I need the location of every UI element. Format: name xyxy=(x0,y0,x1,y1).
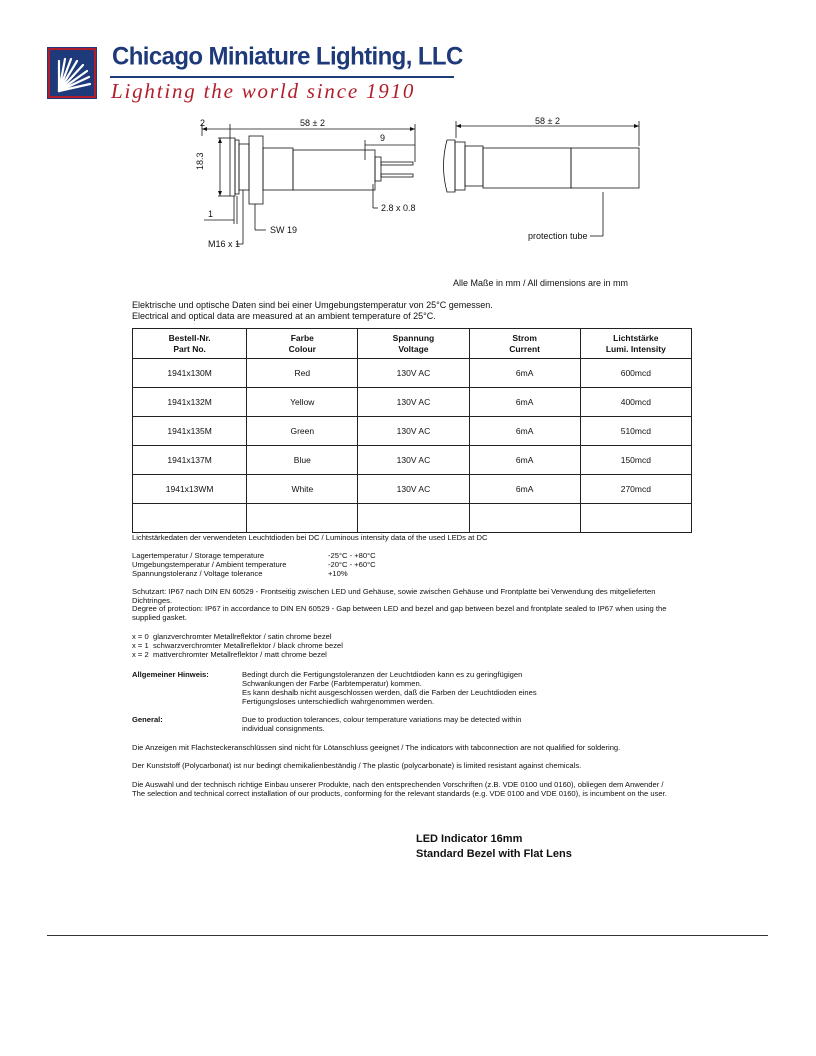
protection-line: Degree of protection: IP67 in accordance to DIN EN 60529 - Gap between LED and bezel and gap between bezel and frontplate sealed to IP67 when using the xyxy=(132,604,667,613)
cell-intensity: 510mcd xyxy=(580,417,691,446)
cell-voltage: 130V AC xyxy=(358,388,469,417)
cell-part-no: 1941x13WM xyxy=(133,475,247,504)
cell-current: 6mA xyxy=(469,359,580,388)
protection-line: Schutzart: IP67 nach DIN EN 60529 - Frontseitig zwischen LED und Gehäuse, sowie zwischen Gehäuse und Frontplatte bei Verwendung des mitgelieferten xyxy=(132,587,656,596)
cell-colour: White xyxy=(247,475,358,504)
cell-current: 6mA xyxy=(469,417,580,446)
dim-thread: M16 x 1 xyxy=(208,239,241,249)
column-header: Spannung Voltage xyxy=(358,329,469,359)
table-header-row xyxy=(133,329,692,359)
selection-note: Die Auswahl und der technisch richtige Einbau unserer Produkte, nach den entsprechenden Vorschriften (z.B. VDE 0100 und 0160), obliegen dem Anwender / xyxy=(132,780,664,789)
cell-voltage xyxy=(358,504,469,533)
dim-protection-tube: protection tube xyxy=(528,231,588,241)
dimension-drawing xyxy=(190,112,650,257)
product-title xyxy=(416,832,572,862)
plastic-note: Der Kunststoff (Polycarbonat) ist nur bedingt chemikalienbeständig / The plastic (polycarbonate) is limited resistant against chemicals. xyxy=(132,761,582,770)
dim-wrench: SW 19 xyxy=(270,225,298,235)
variant-text: glanzverchromter Metallreflektor / satin chrome bezel xyxy=(153,632,332,641)
general-en-label: General: xyxy=(132,715,163,724)
selection-note: The selection and technical correct installation of our products, conforming for the relevant standards (e.g. VDE 0100 and VDE 0160), is incumbent on the user. xyxy=(132,789,667,798)
cell-intensity: 600mcd xyxy=(580,359,691,388)
general-en-line: individual consignments. xyxy=(242,724,325,733)
dimensions-note: Alle Maße in mm / All dimensions are in mm xyxy=(452,278,628,288)
general-de-line: Es kann deshalb nicht ausgeschlossen werden, daß die Farben der Leuchtdioden eines xyxy=(242,688,537,697)
protection-line: supplied gasket. xyxy=(132,613,187,622)
cell-colour: Green xyxy=(247,417,358,446)
variant-text: mattverchromter Metallreflektor / matt chrome bezel xyxy=(153,650,327,659)
table-row xyxy=(133,359,692,388)
cell-colour: Red xyxy=(247,359,358,388)
protection-line: Dichtringes. xyxy=(132,596,173,605)
cell-intensity: 400mcd xyxy=(580,388,691,417)
intensity-note: Lichtstärkedaten der verwendeten Leuchtdioden bei DC / Luminous intensity data of the used LEDs at DC xyxy=(132,533,488,542)
company-name: Chicago Miniature Lighting, LLC xyxy=(112,42,463,71)
soldering-note: Die Anzeigen mit Flachsteckeranschlüssen sind nicht für Lötanschluss geeignet / The indicators with tabconnection are not qualified for soldering. xyxy=(132,743,621,752)
header-divider xyxy=(110,76,454,78)
cell-voltage: 130V AC xyxy=(358,417,469,446)
rating-value: +10% xyxy=(328,569,348,578)
dim-right-overall: 58 ± 2 xyxy=(535,116,560,126)
dim-left-overall: 58 ± 2 xyxy=(300,118,325,128)
product-title-line: LED Indicator 16mm xyxy=(416,833,523,845)
dim-flange: 2 xyxy=(200,118,206,128)
conditions-de: Elektrische und optische Daten sind bei einer Umgebungstemperatur von 25°C gemessen. xyxy=(132,300,493,310)
spec-table xyxy=(132,328,692,533)
general-de-line: Bedingt durch die Fertigungstoleranzen der Leuchtdioden kann es zu geringfügigen xyxy=(242,670,523,679)
table-row xyxy=(133,504,692,533)
cell-current: 6mA xyxy=(469,388,580,417)
company-tagline: Lighting the world since 1910 xyxy=(111,79,416,103)
cell-part-no: 1941x135M xyxy=(133,417,247,446)
cell-intensity: 150mcd xyxy=(580,446,691,475)
column-header: Farbe Colour xyxy=(247,329,358,359)
general-de-label: Allgemeiner Hinweis: xyxy=(132,670,209,679)
cell-colour xyxy=(247,504,358,533)
table-row xyxy=(133,417,692,446)
variant-text: schwarzverchromter Metallreflektor / black chrome bezel xyxy=(153,641,343,650)
rating-label: Spannungstoleranz / Voltage tolerance xyxy=(132,569,263,578)
table-row xyxy=(133,446,692,475)
rating-value: -25°C - +80°C xyxy=(328,551,376,560)
cell-part-no: 1941x137M xyxy=(133,446,247,475)
column-header: Strom Current xyxy=(469,329,580,359)
cell-current: 6mA xyxy=(469,475,580,504)
cell-voltage: 130V AC xyxy=(358,359,469,388)
cell-current: 6mA xyxy=(469,446,580,475)
cell-part-no xyxy=(133,504,247,533)
variant-code: x = 2 xyxy=(132,650,149,659)
dim-thread-gap: 1 xyxy=(208,209,214,219)
cell-voltage: 130V AC xyxy=(358,475,469,504)
rating-value: -20°C - +60°C xyxy=(328,560,376,569)
cell-intensity: 270mcd xyxy=(580,475,691,504)
cell-colour: Yellow xyxy=(247,388,358,417)
column-header: Bestell-Nr. Part No. xyxy=(133,329,247,359)
general-en-line: Due to production tolerances, colour temperature variations may be detected within xyxy=(242,715,522,724)
dim-height: 18.3 xyxy=(195,152,205,170)
rating-label: Umgebungstemperatur / Ambient temperature xyxy=(132,560,287,569)
general-de-line: Fertigungsloses unterschiedlich wahrgenommen werden. xyxy=(242,697,435,706)
cell-voltage: 130V AC xyxy=(358,446,469,475)
cell-current xyxy=(469,504,580,533)
product-title-line: Standard Bezel with Flat Lens xyxy=(416,848,572,860)
cell-part-no: 1941x132M xyxy=(133,388,247,417)
company-logo-icon xyxy=(47,47,97,99)
dim-tab-length: 9 xyxy=(380,133,386,143)
table-row xyxy=(133,475,692,504)
cell-part-no: 1941x130M xyxy=(133,359,247,388)
rating-label: Lagertemperatur / Storage temperature xyxy=(132,551,265,560)
variant-code: x = 1 xyxy=(132,641,149,650)
cell-colour: Blue xyxy=(247,446,358,475)
dim-tab-size: 2.8 x 0.8 xyxy=(381,203,416,213)
general-de-line: Schwankungen der Farbe (Farbtemperatur) kommen. xyxy=(242,679,422,688)
variant-code: x = 0 xyxy=(132,632,149,641)
cell-intensity xyxy=(580,504,691,533)
column-header: Lichtstärke Lumi. Intensity xyxy=(580,329,691,359)
conditions-en: Electrical and optical data are measured at an ambient temperature of 25°C. xyxy=(132,311,436,321)
table-row xyxy=(133,388,692,417)
footer-divider xyxy=(47,935,768,936)
